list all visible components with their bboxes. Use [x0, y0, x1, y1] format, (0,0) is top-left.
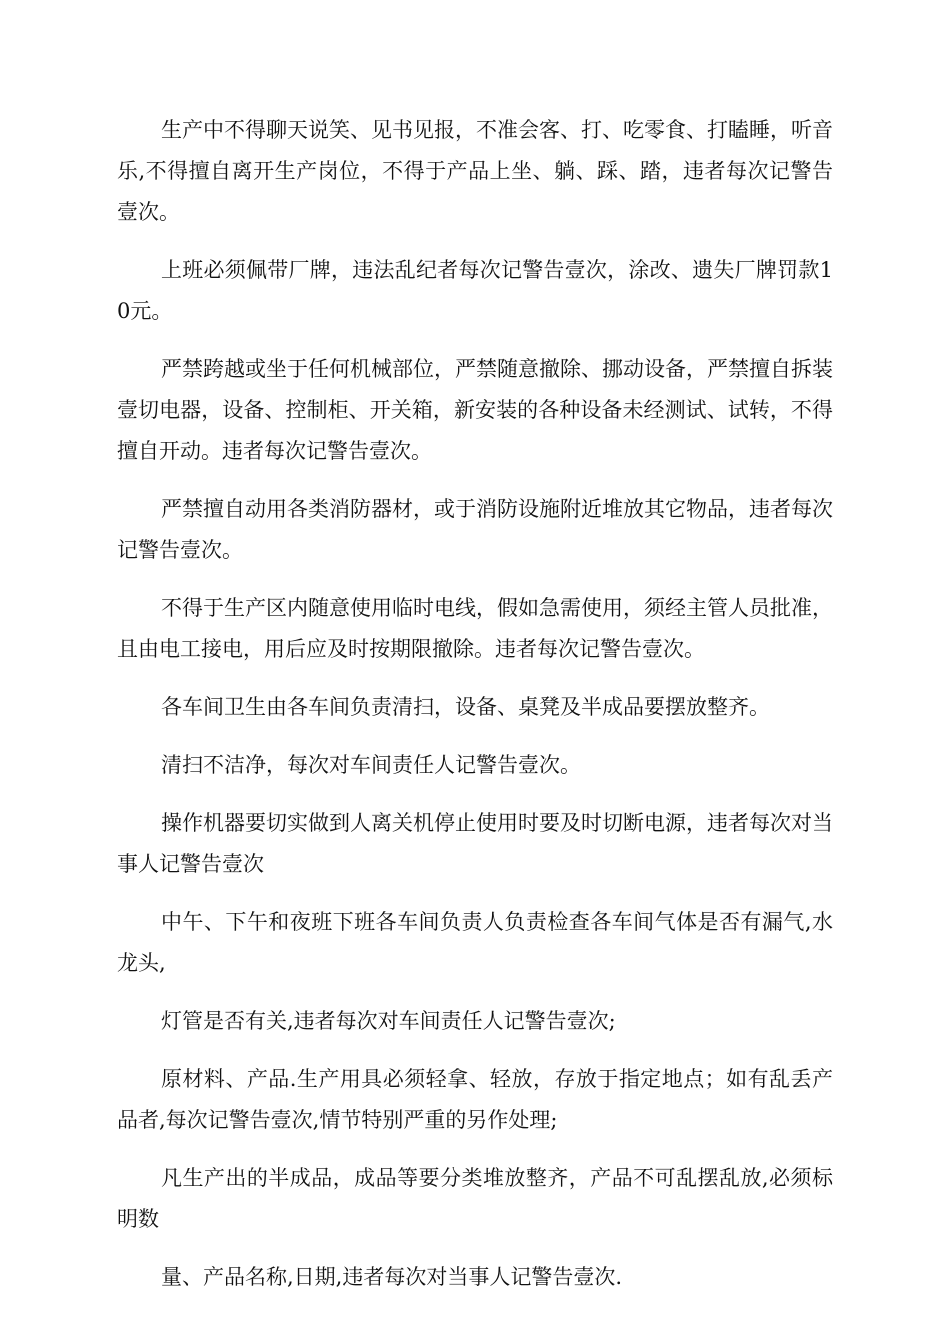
paragraph-9: 中午、下午和夜班下班各车间负责人负责检查各车间气体是否有漏气,水龙头,	[117, 910, 833, 975]
paragraph-12: 凡生产出的半成品，成品等要分类堆放整齐，产品不可乱摆乱放,必须标明数	[117, 1166, 833, 1231]
paragraph-5: 不得于生产区内随意使用临时电线，假如急需使用，须经主管人员批准，且由电工接电，用后应及时按期限撤除。违者每次记警告壹次。	[117, 596, 833, 661]
paragraph-2: 上班必须佩带厂牌，违法乱纪者每次记警告壹次，涂改、遗失厂牌罚款10元。	[117, 258, 833, 323]
paragraph-7: 清扫不洁净，每次对车间责任人记警告壹次。	[161, 753, 581, 777]
paragraph-1: 生产中不得聊天说笑、见书见报，不准会客、打、吃零食、打瞌睡，听音乐,不得擅自离开生产岗位，不得于产品上坐、躺、踩、踏，违者每次记警告壹次。	[117, 118, 833, 224]
paragraph-11: 原材料、产品.生产用具必须轻拿、轻放，存放于指定地点；如有乱丢产品者,每次记警告壹次,情节特别严重的另作处理;	[117, 1067, 833, 1132]
paragraph-4: 严禁擅自动用各类消防器材，或于消防设施附近堆放其它物品，违者每次记警告壹次。	[117, 497, 833, 562]
paragraph-3: 严禁跨越或坐于任何机械部位，严禁随意撤除、挪动设备，严禁擅自拆装壹切电器，设备、控制柜、开关箱，新安装的各种设备未经测试、试转，不得擅自开动。违者每次记警告壹次。	[117, 357, 833, 463]
document-body	[117, 110, 833, 1315]
paragraph-6: 各车间卫生由各车间负责清扫，设备、桌凳及半成品要摆放整齐。	[161, 695, 770, 719]
paragraph-10: 灯管是否有关,违者每次对车间责任人记警告壹次;	[161, 1009, 616, 1033]
paragraph-8: 操作机器要切实做到人离关机停止使用时要及时切断电源，违者每次对当事人记警告壹次	[117, 811, 833, 876]
paragraph-13: 量、产品名称,日期,违者每次对当事人记警告壹次.	[161, 1265, 623, 1289]
